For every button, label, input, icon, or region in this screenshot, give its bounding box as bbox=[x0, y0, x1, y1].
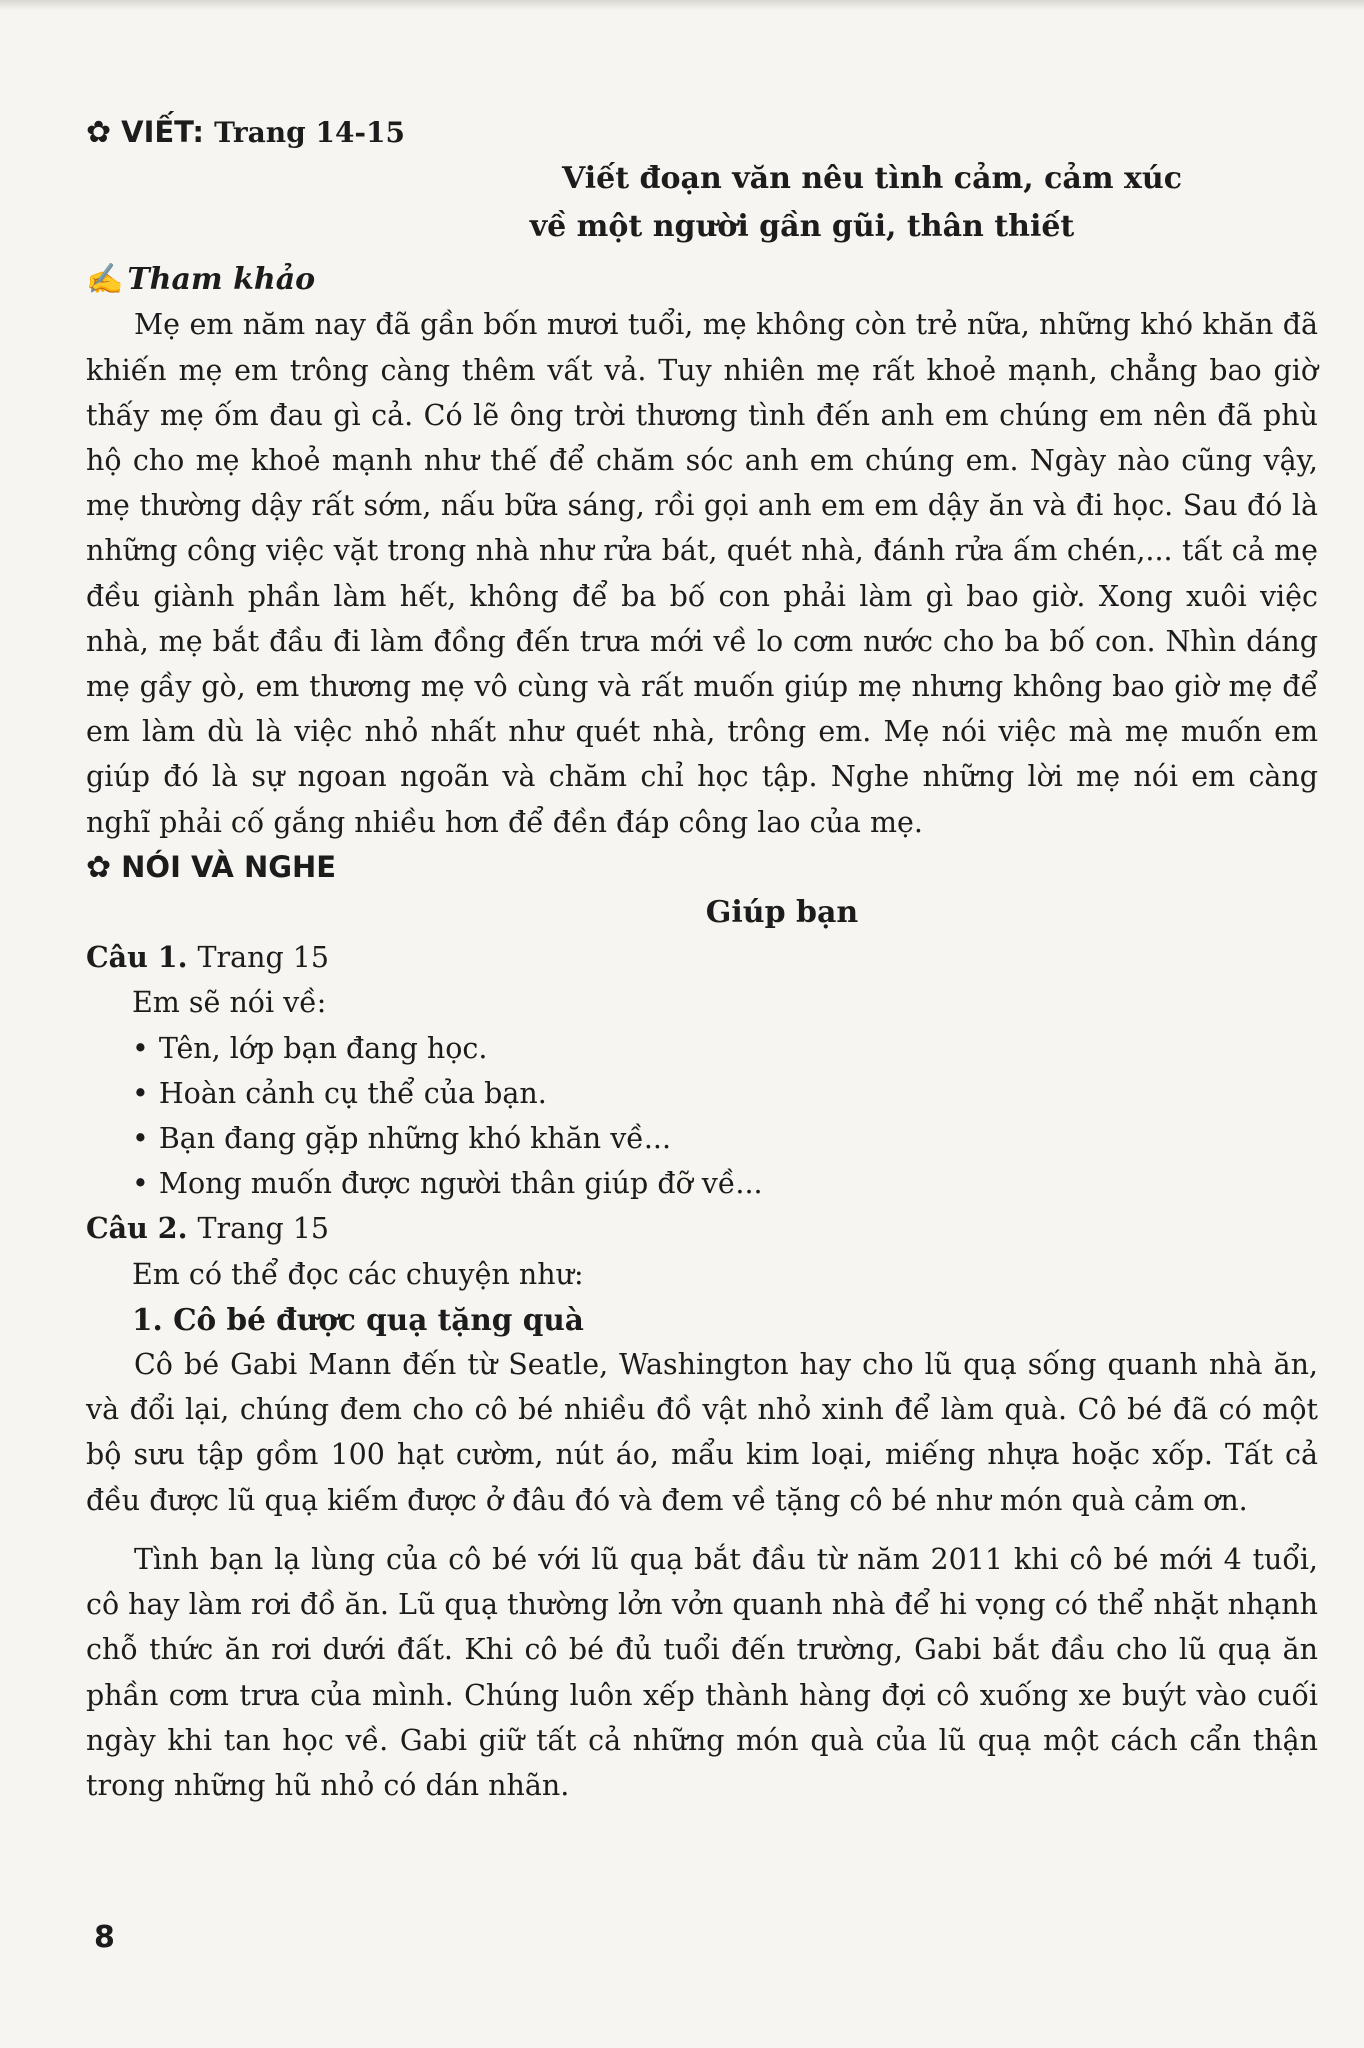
section-heading-viet bbox=[86, 110, 1318, 155]
reference-paragraph: Mẹ em năm nay đã gần bốn mươi tuổi, mẹ không còn trẻ nữa, những khó khăn đã khiến mẹ em trông càng thêm vất vả. Tuy nhiên mẹ rất khoẻ mạnh, chẳng bao giờ thấy mẹ ốm đau gì cả. Có lẽ ông trời thương tình đến anh em chúng em nên đã phù hộ cho mẹ khoẻ mạnh như thế để chăm sóc anh em chúng em. Ngày nào cũng vậy, mẹ thường dậy rất sớm, nấu bữa sáng, rồi gọi anh em em dậy ăn và đi học. Sau đó là những công việc vặt trong nhà như rửa bát, quét nhà, đánh rửa ấm chén,... tất cả mẹ đều giành phần làm hết, không để ba bố con phải làm gì bao giờ. Xong xuôi việc nhà, mẹ bắt đầu đi làm đồng đến trưa mới về lo cơm nước cho ba bố con. Nhìn dáng mẹ gầy gò, em thương mẹ vô cùng và rất muốn giúp mẹ nhưng không bao giờ mẹ để em làm dù là việc nhỏ nhất như quét nhà, trông em. Mẹ nói việc mà mẹ muốn em giúp đó là sự ngoan ngoãn và chăm chỉ học tập. Nghe những lời mẹ nói em càng nghĩ phải cố gắng nhiều hơn để đền đáp công lao của mẹ. bbox=[86, 308, 1318, 839]
page-edge-shadow bbox=[0, 0, 1364, 10]
question-page: Trang 15 bbox=[197, 1212, 330, 1246]
list-item: • Mong muốn được người thân giúp đỡ về... bbox=[132, 1161, 1318, 1206]
section-label: NÓI VÀ NGHE bbox=[121, 849, 337, 884]
reference-heading bbox=[86, 257, 1318, 302]
page-content bbox=[86, 110, 1318, 1808]
question-1-intro: Em sẽ nói về: bbox=[132, 986, 327, 1020]
question-label: Câu 1. bbox=[86, 940, 188, 975]
section-pages: Trang 14-15 bbox=[214, 116, 406, 149]
writing-title-line1: Viết đoạn văn nêu tình cảm, cảm xúc bbox=[561, 161, 1182, 197]
question-1-bullets bbox=[86, 1026, 1318, 1207]
story-paragraph-2: Tình bạn lạ lùng của cô bé với lũ quạ bắt đầu từ năm 2011 khi cô bé mới 4 tuổi, cô hay làm rơi đồ ăn. Lũ quạ thường lởn vởn quanh nhà để hi vọng có thể nhặt nhạnh chỗ thức ăn rơi dưới đất. Khi cô bé đủ tuổi đến trường, Gabi bắt đầu cho lũ quạ ăn phần cơm trưa của mình. Chúng luôn xếp thành hàng đợi cô xuống xe buýt vào cuối ngày khi tan học về. Gabi giữ tất cả những món quà của lũ quạ một cách cẩn thận trong những hũ nhỏ có dán nhãn. bbox=[86, 1542, 1318, 1802]
section-heading-noi-va-nghe bbox=[86, 845, 1318, 890]
writing-title-line2: về một người gần gũi, thân thiết bbox=[529, 209, 1075, 245]
page-number: 8 bbox=[94, 1920, 115, 1955]
question-2-heading bbox=[86, 1206, 1318, 1251]
flower-bullet-icon: ✿ bbox=[86, 115, 112, 150]
story-paragraph-1: Cô bé Gabi Mann đến từ Seatle, Washington hay cho lũ quạ sống quanh nhà ăn, và đổi lại, chúng đem cho cô bé nhiều đồ vật nhỏ xinh để làm quà. Cô bé đã có một bộ sưu tập gồm 100 hạt cườm, nút áo, mẩu kim loại, miếng nhựa hoặc xốp. Tất cả đều được lũ quạ kiếm được ở đâu đó và đem về tặng cô bé như món quà cảm ơn. bbox=[86, 1348, 1318, 1517]
list-item: • Bạn đang gặp những khó khăn về... bbox=[132, 1116, 1318, 1161]
question-page: Trang 15 bbox=[197, 941, 330, 975]
question-2-intro: Em có thể đọc các chuyện như: bbox=[132, 1257, 584, 1291]
pen-icon: ✍ bbox=[86, 262, 124, 298]
question-label: Câu 2. bbox=[86, 1211, 188, 1246]
flower-bullet-icon: ✿ bbox=[86, 849, 112, 885]
story-title: 1. Cô bé được quạ tặng quà bbox=[132, 1301, 584, 1337]
list-item: • Tên, lớp bạn đang học. bbox=[132, 1026, 1318, 1071]
speaking-title: Giúp bạn bbox=[705, 895, 859, 931]
question-1-heading bbox=[86, 935, 1318, 980]
list-item: • Hoàn cảnh cụ thể của bạn. bbox=[132, 1071, 1318, 1116]
section-label: VIẾT: bbox=[121, 115, 204, 149]
reference-label: Tham khảo bbox=[127, 262, 316, 298]
